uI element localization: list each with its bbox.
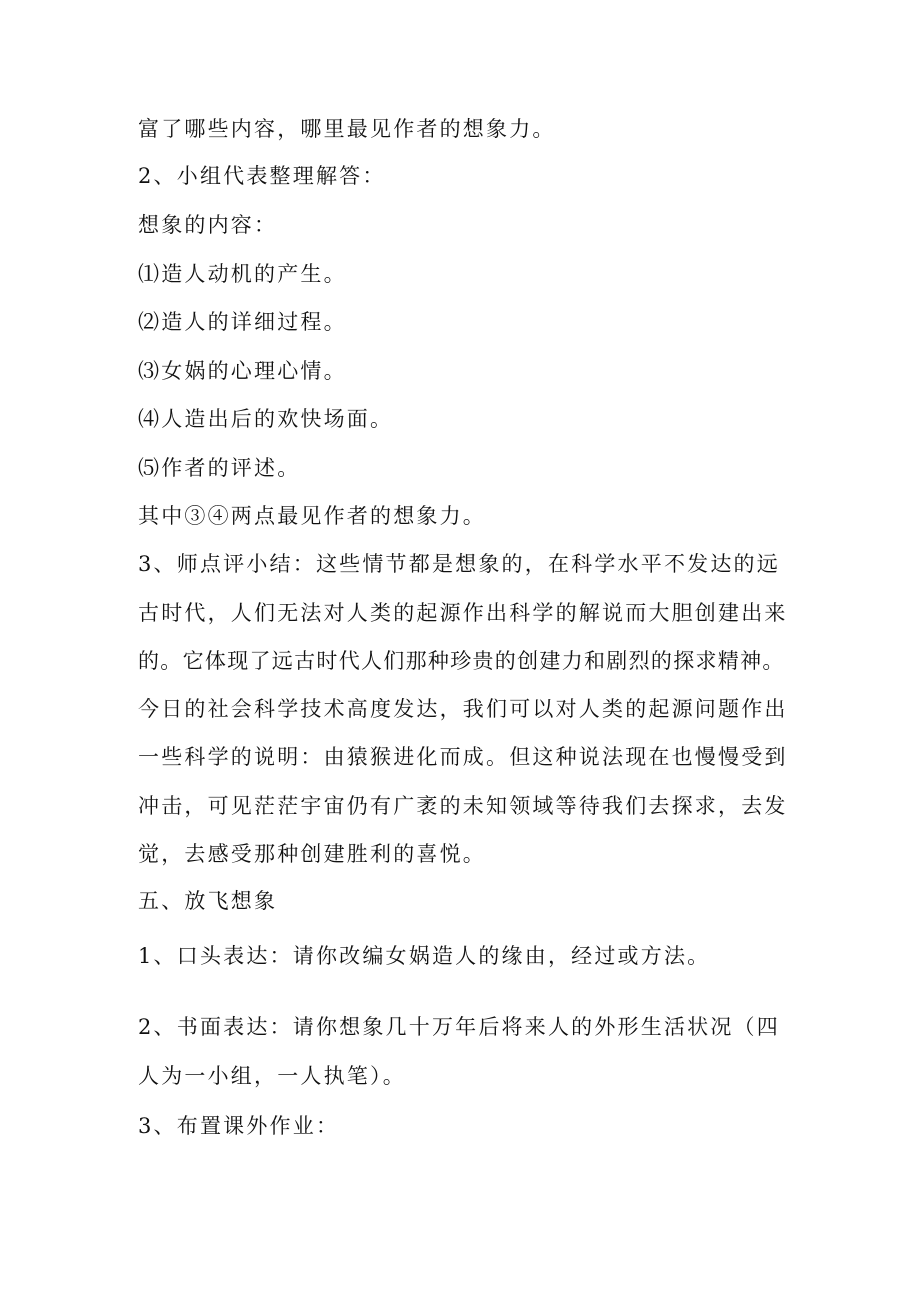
summary-line: 其中③④两点最见作者的想象力。 <box>138 504 486 528</box>
list-item-4: ⑷人造出后的欢快场面。 <box>138 407 394 431</box>
section-5-heading: 五、放飞想象 <box>138 889 278 913</box>
item-3-paragraph-line-2: 古时代，人们无法对人类的起源作出科学的解说而大胆创建出来 <box>138 601 788 625</box>
list-item-3: ⑶女娲的心理心情。 <box>138 359 347 383</box>
section-5-item-3: 3、布置课外作业： <box>138 1114 340 1138</box>
imagination-content-label: 想象的内容： <box>138 213 278 237</box>
text-line-continuation: 富了哪些内容，哪里最见作者的想象力。 <box>138 117 556 141</box>
list-item-2: ⑵造人的详细过程。 <box>138 310 347 334</box>
item-3-paragraph-line-6: 冲击，可见茫茫宇宙仍有广袤的未知领域等待我们去探求，去发 <box>138 794 788 818</box>
section-5-item-1: 1、口头表达：请你改编女娲造人的缘由，经过或方法。 <box>138 944 711 968</box>
item-3-paragraph-line-5: 一些科学的说明：由猿猴进化而成。但这种说法现在也慢慢受到 <box>138 745 788 769</box>
section-5-item-2-line-2: 人为一小组，一人执笔）。 <box>138 1064 406 1088</box>
list-item-1: ⑴造人动机的产生。 <box>138 262 347 286</box>
item-3-paragraph-line-4: 今日的社会科学技术高度发达，我们可以对人类的起源问题作出 <box>138 697 788 721</box>
section-5-item-2-line-1: 2、书面表达：请你想象几十万年后将来人的外形生活状况（四 <box>138 1015 780 1039</box>
list-item-5: ⑸作者的评述。 <box>138 456 301 480</box>
item-3-paragraph-line-3: 的。它体现了远古时代人们那种珍贵的创建力和剧烈的探求精神。 <box>138 649 785 673</box>
item-3-paragraph-line-1: 3、师点评小结：这些情节都是想象的，在科学水平不发达的远 <box>138 552 780 576</box>
item-3-paragraph-line-7: 觉，去感受那种创建胜利的喜悦。 <box>138 842 486 866</box>
item-2-heading: 2、小组代表整理解答： <box>138 164 386 188</box>
